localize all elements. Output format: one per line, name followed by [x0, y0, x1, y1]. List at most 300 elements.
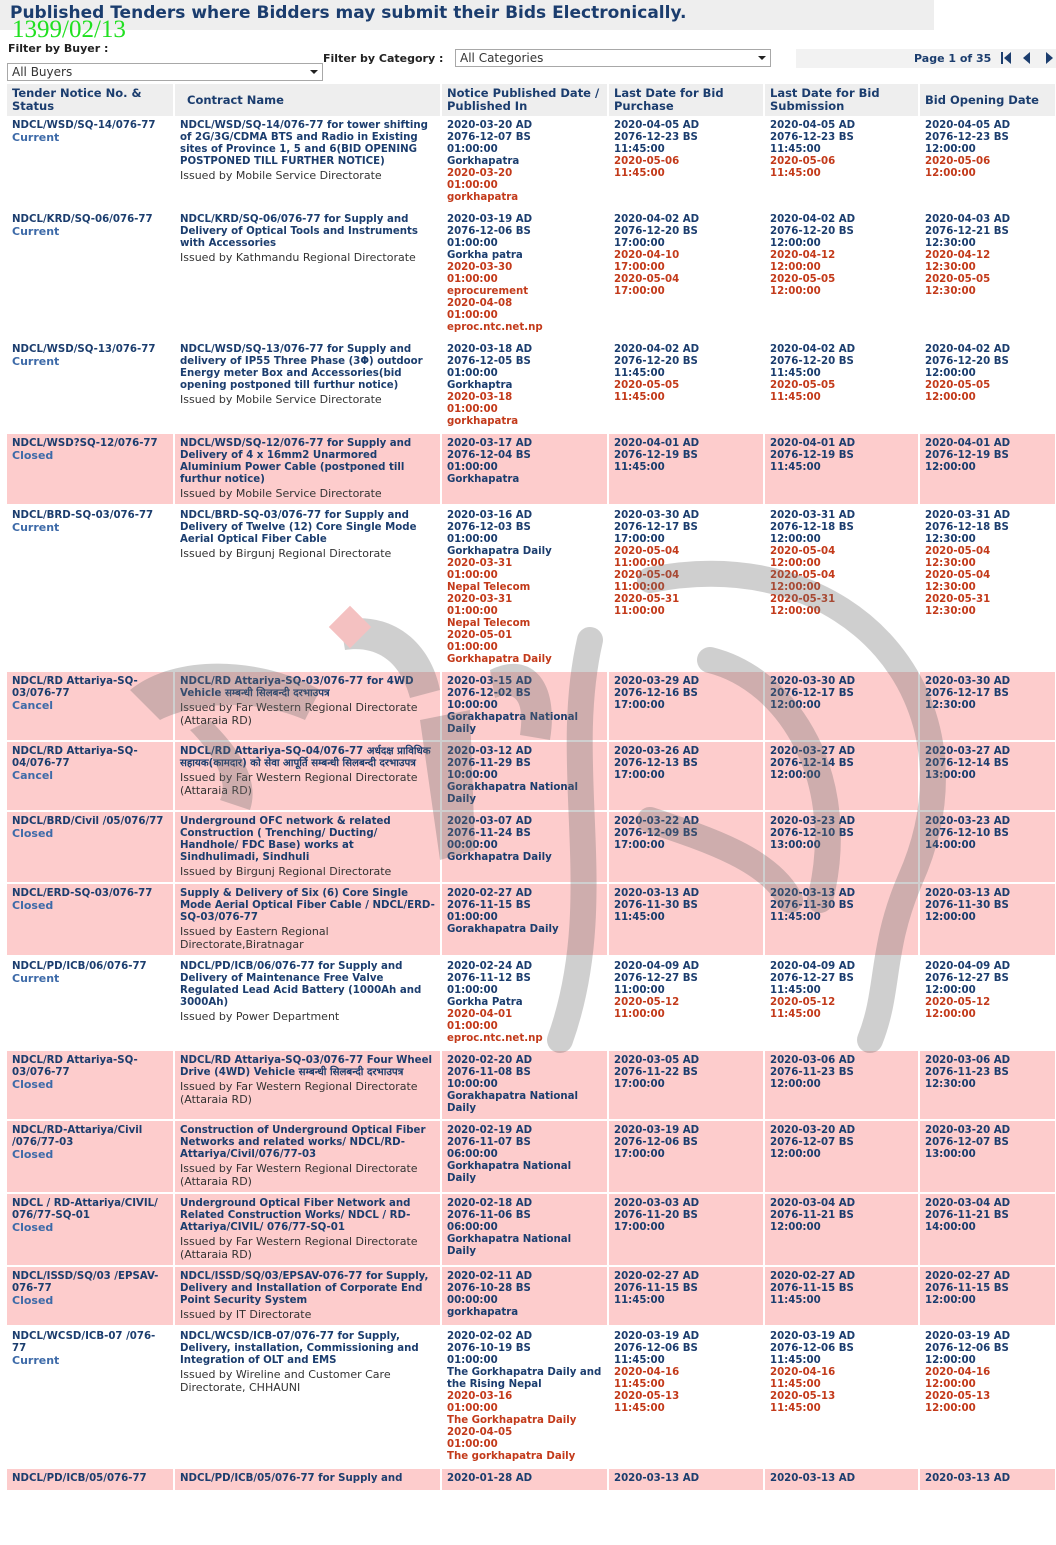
published-date-cell — [441, 339, 608, 433]
purchase-date-cell — [608, 433, 764, 505]
tender-number-link[interactable]: NDCL/WSD/SQ-14/076-77 — [12, 120, 156, 131]
status-badge: Cancel — [12, 769, 54, 782]
date-line: 2020-02-24 AD — [447, 961, 533, 972]
contract-cell — [174, 1468, 441, 1491]
purchase-date-cell — [608, 1326, 764, 1468]
date-line: 2020-02-18 AD — [447, 1198, 533, 1209]
date-line: 2020-05-04 — [614, 570, 680, 581]
contract-cell — [174, 883, 441, 956]
date-line: 2020-05-05 — [925, 274, 991, 285]
date-line: 17:00:00 — [614, 1079, 665, 1090]
table-row — [7, 883, 1056, 956]
date-line: Gorkhapatra Daily — [447, 852, 552, 863]
opening-date-cell — [919, 505, 1056, 671]
column-header[interactable]: Contract Name — [174, 84, 441, 116]
date-line: Nepal Telecom — [447, 582, 531, 593]
contract-name-link[interactable]: NDCL/KRD/SQ-06/076-77 for Supply and Delivery of Optical Tools and Instruments with Accessories — [180, 214, 418, 249]
date-line: 2076-12-06 BS — [447, 226, 531, 237]
tender-no-cell — [7, 1326, 174, 1468]
date-line: Gorkhapatra National Daily — [447, 1234, 572, 1257]
table-row — [7, 1468, 1056, 1491]
status-badge: Cancel — [12, 699, 54, 712]
date-line: 12:00:00 — [770, 770, 821, 781]
date-line: 2020-03-29 AD — [614, 676, 700, 687]
date-line: Gorkhapatra — [447, 156, 520, 167]
opening-date-cell — [919, 883, 1056, 956]
date-line: 11:45:00 — [614, 144, 665, 155]
date-line: 2020-03-30 AD — [614, 510, 700, 521]
contract-name-link[interactable]: Underground OFC network & related Construction ( Trenching/ Ducting/ Handhole/ FDC Base) works at Sindhulimadi, Sindhuli — [180, 816, 391, 863]
date-line: 12:00:00 — [770, 238, 821, 249]
date-line: 2020-03-31 — [447, 558, 513, 569]
submission-date-cell — [764, 505, 919, 671]
tender-number-link[interactable]: NDCL/BRD/Civil /05/076/77 — [12, 816, 164, 827]
date-line: 2076-11-12 BS — [447, 973, 531, 984]
date-line: 2020-03-31 AD — [925, 510, 1011, 521]
opening-date-cell — [919, 1050, 1056, 1120]
table-row — [7, 741, 1056, 811]
submission-date-cell — [764, 741, 919, 811]
contract-name-link[interactable]: NDCL/RD Attariya-SQ-03/076-77 Four Wheel Drive (4WD) Vehicle सम्बन्धी सिलबन्दी दरभाउपत्र — [180, 1055, 432, 1078]
date-line: 12:00:00 — [925, 144, 976, 155]
tender-no-cell — [7, 671, 174, 741]
tender-no-cell — [7, 1120, 174, 1193]
submission-date-cell — [764, 1326, 919, 1468]
date-line: 2076-11-30 BS — [614, 900, 698, 911]
date-line: 17:00:00 — [614, 770, 665, 781]
tender-number-link[interactable]: NDCL/PD/ICB/06/076-77 — [12, 961, 147, 972]
date-line: 12:00:00 — [770, 700, 821, 711]
contract-cell — [174, 1050, 441, 1120]
date-line: 11:45:00 — [614, 168, 665, 179]
date-line: 2076-12-04 BS — [447, 450, 531, 461]
date-line: 01:00:00 — [447, 1355, 498, 1366]
opening-date-cell — [919, 671, 1056, 741]
date-line: 2076-12-14 BS — [925, 758, 1009, 769]
date-line: The gorkhapatra Daily — [447, 1451, 576, 1462]
tender-number-link[interactable]: NDCL/PD/ICB/05/076-77 — [12, 1473, 147, 1484]
date-line: 2020-04-05 AD — [770, 120, 856, 131]
date-line: 12:00:00 — [925, 1403, 976, 1414]
date-line: 2020-04-08 — [447, 298, 513, 309]
date-line: 2076-12-07 BS — [925, 1137, 1009, 1148]
chevron-down-icon — [310, 70, 318, 74]
date-line: 2076-12-06 BS — [925, 1343, 1009, 1354]
contract-cell — [174, 956, 441, 1050]
date-line: eproc.ntc.net.np — [447, 322, 543, 333]
date-line: 01:00:00 — [447, 985, 498, 996]
contract-name-link[interactable]: Construction of Underground Optical Fiber Networks and related works/ NDCL/RD-Attariya/Civil/076/77-03 — [180, 1125, 426, 1160]
issued-by-text: Issued by Far Western Regional Directorate (Attaraia RD) — [180, 1235, 418, 1261]
table-row — [7, 339, 1056, 433]
contract-name-link[interactable]: NDCL/RD Attariya-SQ-04/076-77 अर्धदक्ष प्राविधिक सहायक(कामदार) को सेवा आपूर्ति सम्बन्धी सिलबन्दी दरभाउपत्र — [180, 746, 431, 769]
page-title: Published Tenders where Bidders may submit their Bids Electronically. — [10, 3, 687, 23]
tender-number-link[interactable]: NDCL/WSD?SQ-12/076-77 — [12, 438, 158, 449]
date-line: 2020-05-31 — [925, 594, 991, 605]
date-line: 2020-01-28 AD — [447, 1473, 533, 1484]
date-line: 2076-12-20 BS — [614, 356, 698, 367]
date-line: 2076-12-20 BS — [614, 226, 698, 237]
date-line: 2076-12-27 BS — [614, 973, 698, 984]
contract-cell — [174, 741, 441, 811]
table-header-row — [7, 84, 1056, 116]
status-badge: Closed — [12, 449, 54, 462]
category-filter-select[interactable] — [455, 49, 771, 67]
date-line: 17:00:00 — [614, 840, 665, 851]
contract-name-link[interactable]: NDCL/WSD/SQ-13/076-77 for Supply and delivery of IP55 Three Phase (3Φ) outdoor Energy meter Box and Accessories(bid opening postponed till furthur notice) — [180, 344, 423, 391]
date-line: 2076-12-20 BS — [925, 356, 1009, 367]
date-line: 11:45:00 — [770, 912, 821, 923]
submission-date-cell — [764, 1468, 919, 1491]
date-line: 2076-12-23 BS — [614, 132, 698, 143]
date-line: 2020-03-27 AD — [925, 746, 1011, 757]
tender-no-cell — [7, 116, 174, 209]
tender-no-cell — [7, 956, 174, 1050]
date-line: 2020-04-05 AD — [614, 120, 700, 131]
contract-cell — [174, 1326, 441, 1468]
status-badge: Current — [12, 1354, 60, 1367]
table-row — [7, 671, 1056, 741]
date-line: 2020-04-09 AD — [770, 961, 856, 972]
date-line: 2076-12-06 BS — [770, 1343, 854, 1354]
date-line: 01:00:00 — [447, 404, 498, 415]
date-line: 2020-03-04 AD — [925, 1198, 1011, 1209]
column-header[interactable]: Last Date for Bid Purchase — [608, 84, 764, 116]
date-line: 2076-12-17 BS — [925, 688, 1009, 699]
opening-date-cell — [919, 1266, 1056, 1326]
date-line: 2020-03-31 AD — [770, 510, 856, 521]
date-line: 01:00:00 — [447, 1439, 498, 1450]
date-line: 2020-05-06 — [770, 156, 836, 167]
status-badge: Current — [12, 131, 60, 144]
issued-by-text: Issued by Far Western Regional Directorate (Attaraia RD) — [180, 1162, 418, 1188]
date-line: 10:00:00 — [447, 1079, 498, 1090]
date-line: 2076-11-15 BS — [770, 1283, 854, 1294]
tender-no-cell — [7, 741, 174, 811]
date-line: 01:00:00 — [447, 462, 498, 473]
opening-date-cell — [919, 433, 1056, 505]
tender-no-cell — [7, 811, 174, 883]
date-line: Gorakhapatra National Daily — [447, 782, 579, 805]
date-line: 2020-03-16 AD — [447, 510, 533, 521]
date-line: 11:45:00 — [770, 1355, 821, 1366]
tender-no-cell — [7, 1266, 174, 1326]
date-line: 17:00:00 — [614, 262, 665, 273]
issued-by-text: Issued by Mobile Service Directorate — [180, 393, 382, 406]
date-line: 12:30:00 — [925, 534, 976, 545]
date-line: 12:00:00 — [925, 392, 976, 403]
date-line: 12:30:00 — [925, 262, 976, 273]
date-line: 01:00:00 — [447, 180, 498, 191]
table-row — [7, 505, 1056, 671]
tender-number-link[interactable]: NDCL/RD Attariya-SQ-03/076-77 — [12, 1055, 138, 1078]
date-line: 2020-04-02 AD — [925, 344, 1011, 355]
date-line: gorkhapatra — [447, 416, 519, 427]
table-row — [7, 1326, 1056, 1468]
contract-cell — [174, 811, 441, 883]
column-header[interactable]: Last Date for Bid Submission — [764, 84, 919, 116]
date-line: 01:00:00 — [447, 368, 498, 379]
date-line: 2020-03-07 AD — [447, 816, 533, 827]
date-line: 12:00:00 — [770, 1222, 821, 1233]
date-line: 12:00:00 — [770, 262, 821, 273]
date-line: 12:00:00 — [770, 606, 821, 617]
contract-cell — [174, 1193, 441, 1266]
contract-name-link[interactable]: NDCL/WCSD/ICB-07/076-77 for Supply, Delivery, installation, Commissioning and Integration of OLT and EMS — [180, 1331, 419, 1366]
date-line: 2076-11-15 BS — [614, 1283, 698, 1294]
status-badge: Closed — [12, 827, 54, 840]
date-line: 2020-04-02 AD — [614, 214, 700, 225]
date-line: 2020-05-12 — [770, 997, 836, 1008]
date-stamp: 1399/02/13 — [12, 16, 126, 43]
table-row — [7, 811, 1056, 883]
table-row — [7, 1266, 1056, 1326]
date-line: 2020-03-18 AD — [447, 344, 533, 355]
date-line: Gorkhaptra — [447, 380, 513, 391]
issued-by-text: Issued by Wireline and Customer Care Directorate, CHHAUNI — [180, 1368, 391, 1394]
contract-name-link[interactable]: NDCL/ISSD/SQ/03/EPSAV-076-77 for Supply, Delivery and Installation of Corporate End Point Security System — [180, 1271, 429, 1306]
date-line: 2020-04-16 — [614, 1367, 680, 1378]
date-line: 10:00:00 — [447, 700, 498, 711]
date-line: 2020-03-18 — [447, 392, 513, 403]
date-line: 2076-12-19 BS — [614, 450, 698, 461]
status-badge: Closed — [12, 1294, 54, 1307]
date-line: 2020-05-04 — [770, 570, 836, 581]
first-page-icon[interactable] — [1000, 51, 1012, 65]
date-line: 2076-11-24 BS — [447, 828, 531, 839]
tender-no-cell — [7, 505, 174, 671]
tender-number-link[interactable]: NDCL/WCSD/ICB-07 /076-77 — [12, 1331, 156, 1354]
date-line: 2020-03-23 AD — [770, 816, 856, 827]
date-line: 2020-03-15 AD — [447, 676, 533, 687]
date-line: Gorkha Patra — [447, 997, 523, 1008]
category-filter-label: Filter by Category : — [323, 52, 444, 65]
purchase-date-cell — [608, 505, 764, 671]
date-line: 2020-02-27 AD — [925, 1271, 1011, 1282]
date-line: 14:00:00 — [925, 1222, 976, 1233]
date-line: 12:30:00 — [925, 582, 976, 593]
date-line: 11:45:00 — [614, 1295, 665, 1306]
contract-cell — [174, 433, 441, 505]
tender-no-cell — [7, 1468, 174, 1491]
date-line: 2076-12-05 BS — [447, 356, 531, 367]
date-line: 2020-02-11 AD — [447, 1271, 533, 1282]
issued-by-text: Issued by Far Western Regional Directorate (Attaraia RD) — [180, 771, 418, 797]
date-line: 12:00:00 — [925, 1009, 976, 1020]
purchase-date-cell — [608, 956, 764, 1050]
date-line: 12:30:00 — [925, 558, 976, 569]
date-line: 2076-12-13 BS — [614, 758, 698, 769]
date-line: 17:00:00 — [614, 238, 665, 249]
opening-date-cell — [919, 1326, 1056, 1468]
submission-date-cell — [764, 956, 919, 1050]
published-date-cell — [441, 956, 608, 1050]
tender-number-link[interactable]: NDCL/WSD/SQ-13/076-77 — [12, 344, 156, 355]
column-header[interactable]: Bid Opening Date — [919, 84, 1056, 116]
published-date-cell — [441, 1468, 608, 1491]
table-row — [7, 1050, 1056, 1120]
tender-number-link[interactable]: NDCL/ERD-SQ-03/076-77 — [12, 888, 153, 899]
date-line: 2020-03-06 AD — [925, 1055, 1011, 1066]
tender-no-cell — [7, 339, 174, 433]
prev-page-icon[interactable] — [1020, 51, 1032, 65]
date-line: 12:00:00 — [925, 168, 976, 179]
date-line: Nepal Telecom — [447, 618, 531, 629]
date-line: 2020-05-06 — [614, 156, 680, 167]
tender-number-link[interactable]: NDCL/BRD-SQ-03/076-77 — [12, 510, 154, 521]
status-badge: Current — [12, 972, 60, 985]
contract-name-link[interactable]: Underground Optical Fiber Network and Related Construction Works/ NDCL / RD-Attariya/CIVIL/ 076/77-SQ-01 — [180, 1198, 411, 1233]
date-line: 2020-05-04 — [925, 570, 991, 581]
date-line: 2020-03-13 AD — [925, 1473, 1011, 1484]
date-line: 11:45:00 — [770, 462, 821, 473]
buyer-filter-label: Filter by Buyer : — [8, 42, 109, 55]
tender-number-link[interactable]: NDCL/RD Attariya-SQ-03/076-77 — [12, 676, 138, 699]
date-line: 2076-12-10 BS — [770, 828, 854, 839]
published-date-cell — [441, 811, 608, 883]
date-line: 2076-11-20 BS — [614, 1210, 698, 1221]
date-line: 2020-03-30 — [447, 262, 513, 273]
tender-no-cell — [7, 433, 174, 505]
date-line: 13:00:00 — [925, 1149, 976, 1160]
date-line: 2020-03-12 AD — [447, 746, 533, 757]
date-line: 2020-04-01 AD — [614, 438, 700, 449]
published-date-cell — [441, 1266, 608, 1326]
date-line: 06:00:00 — [447, 1149, 498, 1160]
date-line: 2076-12-16 BS — [614, 688, 698, 699]
date-line: 12:00:00 — [770, 1079, 821, 1090]
contract-cell — [174, 1120, 441, 1193]
date-line: 2020-02-02 AD — [447, 1331, 533, 1342]
tender-no-cell — [7, 883, 174, 956]
date-line: 11:45:00 — [614, 368, 665, 379]
opening-date-cell — [919, 209, 1056, 339]
date-line: 2076-11-15 BS — [925, 1283, 1009, 1294]
contract-name-link[interactable]: Supply & Delivery of Six (6) Core Single Mode Aerial Optical Fiber Cable / NDCL/ERD-SQ-03/076-77 — [180, 888, 435, 923]
contract-name-link[interactable]: NDCL/PD/ICB/05/076-77 for Supply and — [180, 1473, 403, 1484]
issued-by-text: Issued by Birgunj Regional Directorate — [180, 865, 392, 878]
date-line: 2020-03-20 — [447, 168, 513, 179]
opening-date-cell — [919, 741, 1056, 811]
column-header[interactable]: Notice Published Date / Published In — [441, 84, 608, 116]
tender-number-link[interactable]: NDCL / RD-Attariya/CIVIL/ 076/77-SQ-01 — [12, 1198, 158, 1221]
date-line: 2020-05-13 — [770, 1391, 836, 1402]
contract-name-link[interactable]: NDCL/RD Attariya-SQ-03/076-77 for 4WD Vehicle सम्बन्धी सिलबन्दी दरभाउपत्र — [180, 676, 414, 699]
date-line: 2020-04-09 AD — [925, 961, 1011, 972]
tender-number-link[interactable]: NDCL/RD-Attariya/Civil /076/77-03 — [12, 1125, 143, 1148]
tender-number-link[interactable]: NDCL/RD Attariya-SQ-04/076-77 — [12, 746, 138, 769]
date-line: 2020-04-01 — [447, 1009, 513, 1020]
date-line: 2076-12-03 BS — [447, 522, 531, 533]
date-line: The Gorkhapatra Daily — [447, 1415, 577, 1426]
date-line: 12:00:00 — [770, 1149, 821, 1160]
submission-date-cell — [764, 671, 919, 741]
date-line: 2020-03-19 AD — [925, 1331, 1011, 1342]
date-line: eproc.ntc.net.np — [447, 1033, 543, 1044]
issued-by-text: Issued by Kathmandu Regional Directorate — [180, 251, 416, 264]
date-line: 2020-05-04 — [925, 546, 991, 557]
chevron-down-icon — [758, 56, 766, 60]
column-header[interactable]: Tender Notice No. & Status — [7, 84, 174, 116]
date-line: 2076-12-18 BS — [770, 522, 854, 533]
date-line: 12:00:00 — [925, 1295, 976, 1306]
date-line: 2076-11-07 BS — [447, 1137, 531, 1148]
date-line: 2076-12-27 BS — [770, 973, 854, 984]
issued-by-text: Issued by Mobile Service Directorate — [180, 169, 382, 182]
date-line: 11:00:00 — [614, 582, 665, 593]
buyer-filter-select[interactable] — [7, 63, 323, 81]
date-line: 2020-04-12 — [925, 250, 991, 261]
date-line: 12:00:00 — [925, 912, 976, 923]
contract-name-link[interactable]: NDCL/BRD-SQ-03/076-77 for Supply and Delivery of Twelve (12) Core Single Mode Aerial Optical Fiber Cable — [180, 510, 417, 545]
date-line: 12:00:00 — [925, 462, 976, 473]
date-line: 2020-04-16 — [925, 1367, 991, 1378]
date-line: 2020-04-03 AD — [925, 214, 1011, 225]
issued-by-text: Issued by Birgunj Regional Directorate — [180, 547, 392, 560]
purchase-date-cell — [608, 116, 764, 209]
table-row — [7, 956, 1056, 1050]
date-line: 11:45:00 — [614, 462, 665, 473]
published-date-cell — [441, 116, 608, 209]
contract-name-link[interactable]: NDCL/WSD/SQ-12/076-77 for Supply and Delivery of 4 x 16mm2 Unarmored Aluminium Power Cable (postponed till furthur notice) — [180, 438, 412, 485]
date-line: 01:00:00 — [447, 274, 498, 285]
tender-number-link[interactable]: NDCL/ISSD/SQ/03 /EPSAV-076-77 — [12, 1271, 159, 1294]
date-line: 2076-12-23 BS — [770, 132, 854, 143]
category-filter-value: All Categories — [460, 51, 544, 65]
date-line: 2076-12-10 BS — [925, 828, 1009, 839]
date-line: 11:45:00 — [770, 392, 821, 403]
date-line: 2020-03-20 AD — [447, 120, 533, 131]
date-line: 2076-12-02 BS — [447, 688, 531, 699]
date-line: 2076-12-23 BS — [925, 132, 1009, 143]
table-row — [7, 1193, 1056, 1266]
date-line: 12:30:00 — [925, 286, 976, 297]
date-line: 2020-03-13 AD — [925, 888, 1011, 899]
published-date-cell — [441, 1326, 608, 1468]
date-line: 2020-05-31 — [770, 594, 836, 605]
table-row — [7, 116, 1056, 209]
opening-date-cell — [919, 811, 1056, 883]
purchase-date-cell — [608, 741, 764, 811]
date-line: 01:00:00 — [447, 1021, 498, 1032]
date-line: 2020-04-05 AD — [925, 120, 1011, 131]
date-line: 2076-11-21 BS — [925, 1210, 1009, 1221]
date-line: 2076-11-23 BS — [925, 1067, 1009, 1078]
date-line: 01:00:00 — [447, 1403, 498, 1414]
date-line: 11:45:00 — [614, 1355, 665, 1366]
tender-number-link[interactable]: NDCL/KRD/SQ-06/076-77 — [12, 214, 153, 225]
date-line: 2020-02-19 AD — [447, 1125, 533, 1136]
date-line: 2020-04-05 — [447, 1427, 513, 1438]
date-line: 2020-03-20 AD — [925, 1125, 1011, 1136]
date-line: Gorkhapatra Daily — [447, 546, 552, 557]
date-line: 11:00:00 — [614, 1009, 665, 1020]
date-line: 2020-03-27 AD — [770, 746, 856, 757]
date-line: 12:30:00 — [925, 1079, 976, 1090]
date-line: 2076-12-20 BS — [770, 226, 854, 237]
date-line: 11:45:00 — [614, 912, 665, 923]
issued-by-text: Issued by Far Western Regional Directorate (Attaraia RD) — [180, 1080, 418, 1106]
tender-no-cell — [7, 1193, 174, 1266]
published-date-cell — [441, 1050, 608, 1120]
contract-name-link[interactable]: NDCL/PD/ICB/06/076-77 for Supply and Delivery of Maintenance Free Valve Regulated Lead Acid Battery (1000Ah and 3000Ah) — [180, 961, 422, 1008]
date-line: 11:45:00 — [770, 168, 821, 179]
next-page-icon[interactable] — [1044, 51, 1056, 65]
date-line: 2020-02-20 AD — [447, 1055, 533, 1066]
purchase-date-cell — [608, 1120, 764, 1193]
date-line: 2020-05-04 — [614, 546, 680, 557]
contract-name-link[interactable]: NDCL/WSD/SQ-14/076-77 for tower shifting of 2G/3G/CDMA BTS and Radio in Existing sites of Province 1, 5 and 6(BID OPENING POSTPONED TILL FURTHER NOTICE) — [180, 120, 428, 167]
